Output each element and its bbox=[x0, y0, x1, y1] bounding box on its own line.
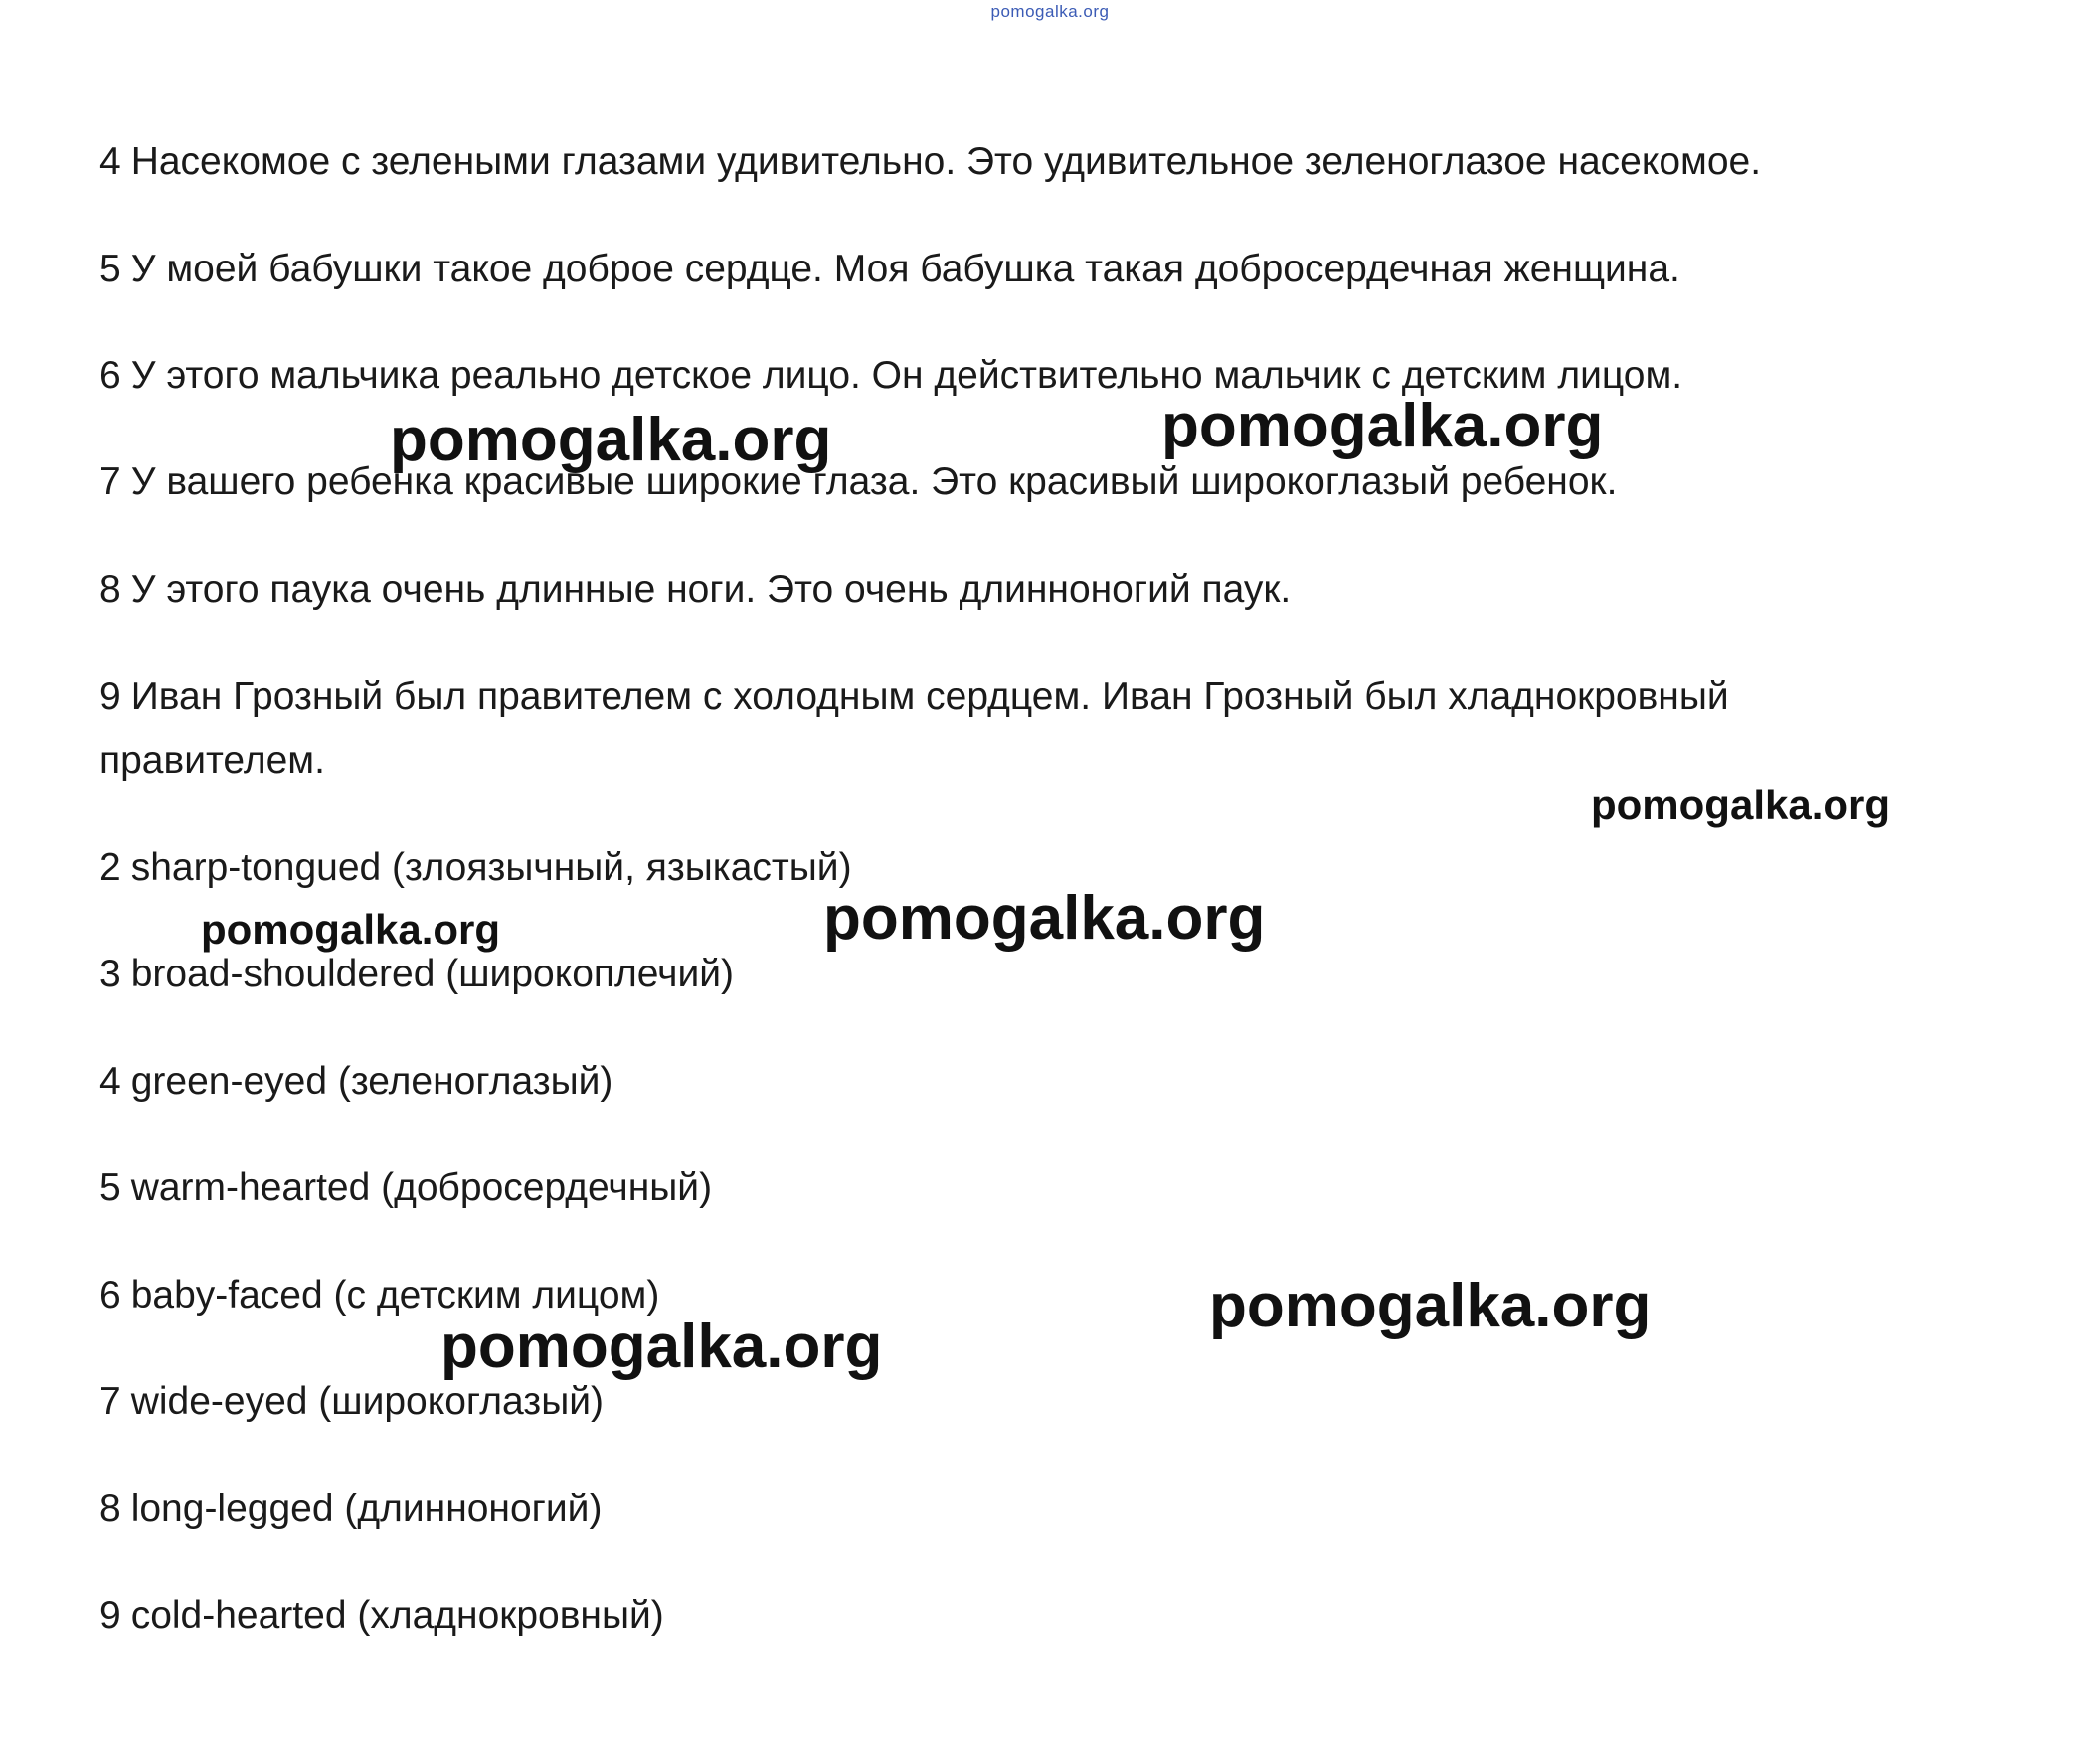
vocab-item-9 bbox=[99, 1593, 664, 1639]
sentence-text: Иван Грозный был правителем с холодным сердцем. Иван Грозный был хладнокровный bbox=[130, 675, 1729, 718]
watermark: pomogalka.org bbox=[1161, 392, 1604, 460]
vocab-number: 3 bbox=[99, 953, 121, 995]
watermark: pomogalka.org bbox=[1209, 1272, 1652, 1340]
vocab-item-7 bbox=[99, 1379, 604, 1425]
watermark: pomogalka.org bbox=[440, 1313, 883, 1381]
vocab-text: broad-shouldered (широкоплечий) bbox=[130, 953, 735, 995]
watermark: pomogalka.org bbox=[1591, 782, 1891, 828]
sentence-8 bbox=[99, 567, 1291, 613]
sentence-5 bbox=[99, 247, 1680, 292]
sentence-number: 5 bbox=[99, 248, 121, 290]
vocab-text: wide-eyed (широкоглазый) bbox=[130, 1380, 604, 1423]
vocab-number: 6 bbox=[99, 1274, 121, 1317]
watermark: pomogalka.org bbox=[823, 884, 1266, 953]
header-link[interactable]: pomogalka.org bbox=[990, 2, 1110, 21]
sentence-4 bbox=[99, 139, 1761, 185]
sentence-text: Насекомое с зелеными глазами удивительно. Это удивительное зеленоглазое насекомое. bbox=[130, 140, 1762, 183]
vocab-text: cold-hearted (хладнокровный) bbox=[130, 1594, 664, 1637]
vocab-number: 9 bbox=[99, 1594, 121, 1637]
sentence-9-continuation: правителем. bbox=[99, 739, 325, 782]
sentence-7 bbox=[99, 459, 1617, 505]
sentence-number: 4 bbox=[99, 140, 121, 183]
vocab-text: baby-faced (с детским лицом) bbox=[130, 1274, 660, 1317]
vocab-item-8 bbox=[99, 1487, 602, 1532]
sentence-number: 9 bbox=[99, 675, 121, 718]
vocab-text: long-legged (длинноногий) bbox=[130, 1488, 603, 1530]
vocab-item-4 bbox=[99, 1059, 612, 1105]
sentence-number: 7 bbox=[99, 460, 121, 503]
sentence-number: 8 bbox=[99, 568, 121, 611]
sentence-number: 6 bbox=[99, 354, 121, 397]
vocab-number: 2 bbox=[99, 846, 121, 889]
sentence-text: У вашего ребенка красивые широкие глаза. Это красивый широкоглазый ребенок. bbox=[130, 460, 1618, 503]
vocab-text: warm-hearted (добросердечный) bbox=[130, 1166, 713, 1209]
vocab-number: 7 bbox=[99, 1380, 121, 1423]
watermark: pomogalka.org bbox=[201, 906, 501, 953]
vocab-number: 4 bbox=[99, 1060, 121, 1103]
vocab-item-3 bbox=[99, 952, 734, 997]
sentence-text: У этого мальчика реально детское лицо. Он действительно мальчик с детским лицом. bbox=[130, 354, 1683, 397]
vocab-item-2 bbox=[99, 845, 852, 891]
sentence-text: У этого паука очень длинные ноги. Это очень длинноногий паук. bbox=[130, 568, 1292, 611]
vocab-text: green-eyed (зеленоглазый) bbox=[130, 1060, 613, 1103]
vocab-text: sharp-tongued (злоязычный, языкастый) bbox=[130, 846, 852, 889]
vocab-number: 5 bbox=[99, 1166, 121, 1209]
sentence-9 bbox=[99, 674, 1729, 720]
vocab-item-5 bbox=[99, 1165, 712, 1211]
vocab-number: 8 bbox=[99, 1488, 121, 1530]
sentence-text: У моей бабушки такое доброе сердце. Моя бабушка такая добросердечная женщина. bbox=[130, 248, 1680, 290]
watermark: pomogalka.org bbox=[390, 406, 832, 474]
